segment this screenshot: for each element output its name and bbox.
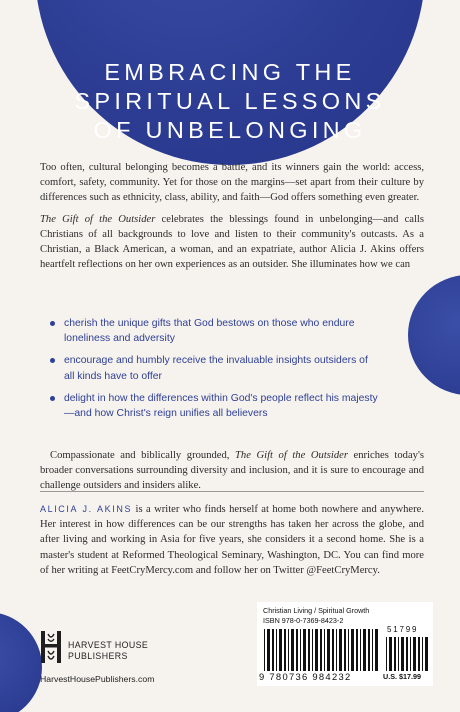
bullet-text: cherish the unique gifts that God bestows on those who endure loneliness and adversity [64, 318, 355, 345]
barcode-bar [418, 637, 420, 671]
barcode-bar [267, 629, 270, 671]
barcode-bar [386, 637, 387, 671]
barcode-panel [257, 602, 433, 686]
author-bio [40, 502, 424, 578]
publisher-name [68, 640, 148, 662]
intro-text [40, 160, 424, 278]
bullet-dot-icon [50, 321, 55, 326]
publisher-block [40, 630, 220, 692]
barcode-bar [348, 629, 349, 671]
bullet-text: encourage and humbly receive the invaluable insights outsiders of all kinds have to offer [64, 355, 368, 382]
barcode-bar [327, 629, 330, 671]
closing-text-end: enriches today's broader conversations surrounding diversity and inclusion, and it is sure to encourage and challenge outsiders and insiders alike. [40, 450, 424, 492]
category-label: Christian Living / Spiritual Growth [263, 606, 370, 615]
harvest-house-logo-icon [40, 630, 62, 664]
barcode-bar [276, 629, 277, 671]
publisher-url: HarvestHousePublishers.com [40, 674, 155, 684]
barcode-bar [360, 629, 361, 671]
barcode-bar [398, 637, 399, 671]
publisher-name-line-1: HARVEST HOUSE [68, 640, 149, 650]
author-bio-text: is a writer who finds herself at home both nowhere and anywhere. Her interest in how differences can be our strengths has taken her across the globe, and after living and working in Asia for five years, she considers it a second home. She is a master's student at Reformed Theological Seminary, Washington, DC. You can find more of her writing at FeetCryMercy.com and follow her on Twitter @FeetCryMercy. [40, 504, 424, 576]
bullet-item [50, 316, 380, 346]
barcode-bar [394, 637, 396, 671]
barcode-bar [291, 629, 294, 671]
headline-line-2: SPIRITUAL LESSONS [74, 88, 386, 114]
barcode-bar [332, 629, 334, 671]
barcode-bar [344, 629, 346, 671]
intro-paragraph-2 [40, 212, 424, 273]
barcode-bar [312, 629, 313, 671]
barcode-bar [303, 629, 306, 671]
barcode-bar [315, 629, 318, 671]
barcode-bar [351, 629, 354, 671]
addon-number: 51799 [387, 625, 419, 634]
barcode-bar [284, 629, 286, 671]
ean-barcode [263, 629, 381, 671]
closing-text-start: Compassionate and biblically grounded, [50, 450, 236, 461]
barcode-bar [296, 629, 298, 671]
barcode-bar [308, 629, 310, 671]
barcode-bar [339, 629, 342, 671]
bullet-item [50, 391, 380, 421]
headline-line-3: OF UNBELONGING [93, 117, 367, 143]
bullet-dot-icon [50, 358, 55, 363]
barcode-bar [363, 629, 366, 671]
barcode-bar [410, 637, 411, 671]
barcode-bar [413, 637, 416, 671]
barcode-bar [264, 629, 265, 671]
barcode-bar [375, 629, 378, 671]
intro-paragraph-2-text: celebrates the blessings found in unbelonging—and calls Christians of all backgrounds to love and listen to their community's outcasts. As a Christian, a Black American, a woman, and an expatriate, author Alicia J. Akins offers heartfelt reflections on her own experiences as an outsider. She illuminates how we can [40, 213, 424, 271]
book-title-italic: The Gift of the Outsider [40, 213, 156, 225]
bullet-text: delight in how the differences within God's people reflect his majesty—and how Christ's reign unifies all believers [64, 392, 378, 420]
barcode-bar [425, 637, 428, 671]
barcode-bar [406, 637, 408, 671]
publisher-name-line-2: PUBLISHERS [68, 651, 128, 661]
barcode-bar [389, 637, 392, 671]
barcode-bar [279, 629, 282, 671]
intro-paragraph-1: Too often, cultural belonging becomes a battle, and its winners gain the world: access, comfort, safety, community. Yet for those on the margins—set apart from their culture by differences such as ethnicity, class, ability, and faith—God offers something even greater. [40, 162, 424, 204]
barcode-bar [324, 629, 325, 671]
bullet-dot-icon [50, 396, 55, 401]
price-label: U.S. $17.99 [383, 672, 421, 681]
divider [40, 491, 424, 492]
bullet-item [50, 353, 380, 383]
barcode-bar [401, 637, 404, 671]
closing-book-title: The Gift of the Outsider [235, 450, 348, 461]
closing-paragraph [40, 448, 424, 494]
barcode-bar [320, 629, 322, 671]
barcode-bar [288, 629, 289, 671]
headline-line-1: EMBRACING THE [104, 59, 356, 85]
barcode-bar [336, 629, 337, 671]
author-name: ALICIA J. AKINS [40, 504, 133, 514]
barcode-bar [356, 629, 358, 671]
barcode-bar [372, 629, 373, 671]
bottom-left-circle-graphic [0, 612, 42, 712]
bullet-list [50, 316, 380, 428]
barcode-bar [368, 629, 370, 671]
isbn-label: ISBN 978-0-7369-8423-2 [263, 616, 344, 625]
barcode-digits: 9 780736 984232 [259, 671, 352, 682]
headline [0, 58, 460, 145]
price-addon-barcode [385, 629, 429, 671]
barcode-bar [422, 637, 423, 671]
barcode-bar [300, 629, 301, 671]
barcode-bar [272, 629, 274, 671]
right-circle-graphic [408, 275, 460, 395]
